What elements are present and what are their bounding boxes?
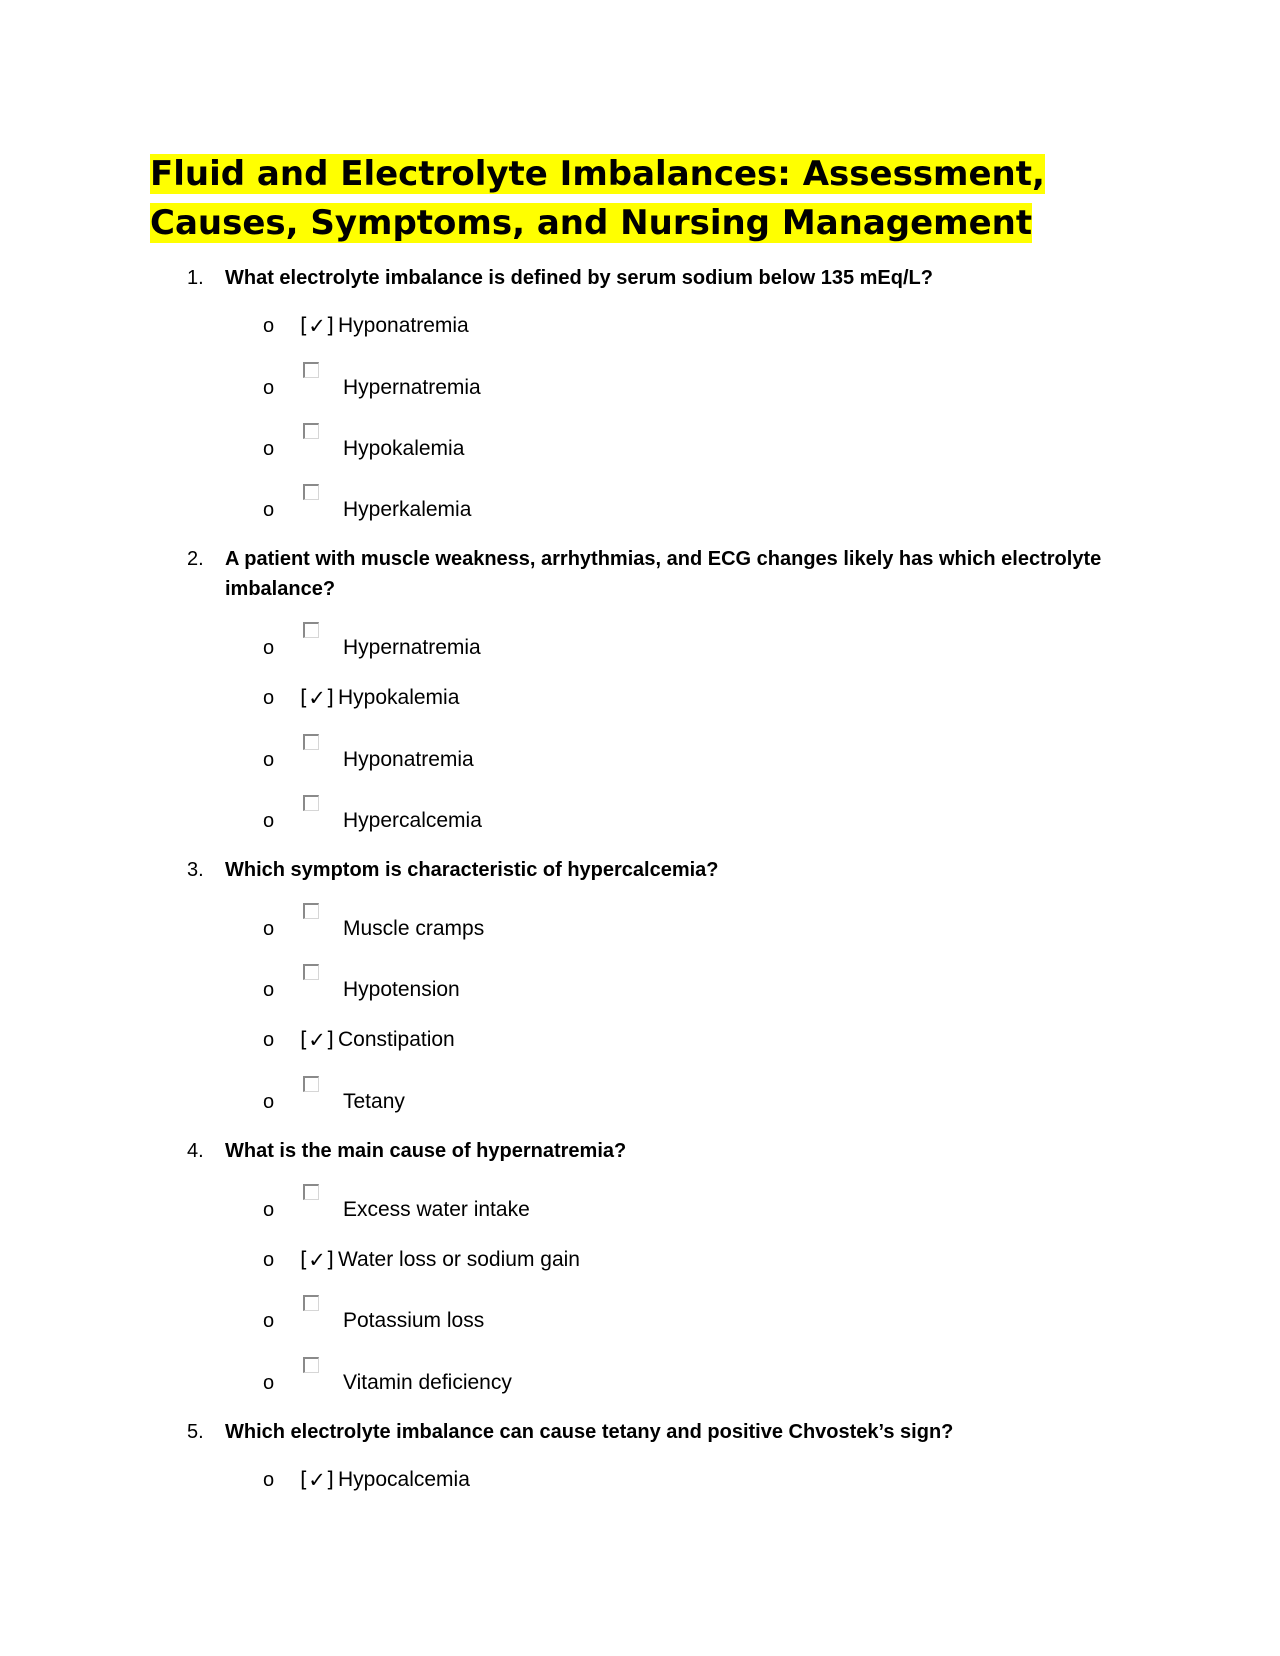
- checkbox-icon[interactable]: [303, 1295, 319, 1311]
- checkbox-icon[interactable]: [303, 362, 319, 378]
- question-text: What electrolyte imbalance is defined by serum sodium below 135 mEq/L?: [225, 267, 933, 289]
- bullet: o: [263, 499, 275, 521]
- checkbox-icon[interactable]: [303, 903, 319, 919]
- option-label: Vitamin deficiency: [343, 1371, 512, 1394]
- question-text: A patient with muscle weakness, arrhythmias, and ECG changes likely has which electrolyte imbalance?: [225, 548, 1102, 600]
- option-label: Potassium loss: [343, 1309, 485, 1332]
- option-q3-d[interactable]: [0, 1076, 1280, 1116]
- bullet: o: [263, 637, 275, 659]
- bullet: o: [263, 918, 275, 940]
- bullet: o: [263, 1199, 275, 1221]
- option-q4-a[interactable]: [0, 1184, 1280, 1224]
- option-label: Constipation: [338, 1028, 455, 1051]
- option-label: Hyperkalemia: [343, 498, 472, 521]
- option-label: Hypernatremia: [343, 376, 481, 399]
- bullet: o: [263, 1249, 275, 1271]
- bullet: o: [263, 1372, 275, 1394]
- option-label: Hypokalemia: [338, 686, 460, 709]
- option-q1-b[interactable]: [0, 362, 1280, 402]
- option-q2-b[interactable]: [0, 684, 1280, 724]
- option-q4-c[interactable]: [0, 1295, 1280, 1335]
- option-label: Hypocalcemia: [338, 1468, 470, 1491]
- question-number: 5.: [187, 1421, 204, 1443]
- option-q3-c[interactable]: [0, 1026, 1280, 1066]
- check-mark-icon: [✓]: [300, 686, 334, 710]
- bullet: o: [263, 979, 275, 1001]
- option-q5-a[interactable]: [0, 1466, 1280, 1506]
- option-q1-d[interactable]: [0, 484, 1280, 524]
- bullet: o: [263, 315, 275, 337]
- checkbox-icon[interactable]: [303, 795, 319, 811]
- bullet: o: [263, 1091, 275, 1113]
- option-label: Hyponatremia: [338, 314, 469, 337]
- question-number: 4.: [187, 1140, 204, 1162]
- option-q2-c[interactable]: [0, 734, 1280, 774]
- document-title: [150, 150, 1110, 248]
- question-text: Which symptom is characteristic of hypercalcemia?: [225, 859, 719, 881]
- question-text: What is the main cause of hypernatremia?: [225, 1140, 627, 1162]
- checkbox-icon[interactable]: [303, 622, 319, 638]
- bullet: o: [263, 687, 275, 709]
- option-q2-a[interactable]: [0, 622, 1280, 662]
- option-label: Tetany: [343, 1090, 405, 1113]
- bullet: o: [263, 749, 275, 771]
- question-text: Which electrolyte imbalance can cause tetany and positive Chvostek’s sign?: [225, 1421, 954, 1443]
- option-q4-d[interactable]: [0, 1357, 1280, 1397]
- option-label: Water loss or sodium gain: [338, 1248, 580, 1271]
- bullet: o: [263, 1029, 275, 1051]
- checkbox-icon[interactable]: [303, 484, 319, 500]
- title-highlight: Fluid and Electrolyte Imbalances: Assessment, Causes, Symptoms, and Nursing Management: [150, 154, 1045, 243]
- check-mark-icon: [✓]: [300, 1028, 334, 1052]
- bullet: o: [263, 438, 275, 460]
- bullet: o: [263, 377, 275, 399]
- question-number: 2.: [187, 548, 204, 570]
- check-mark-icon: [✓]: [300, 1468, 334, 1492]
- check-mark-icon: [✓]: [300, 1248, 334, 1272]
- checkbox-icon[interactable]: [303, 964, 319, 980]
- check-mark-icon: [✓]: [300, 314, 334, 338]
- option-label: Muscle cramps: [343, 917, 485, 940]
- option-label: Hyponatremia: [343, 748, 474, 771]
- option-q1-c[interactable]: [0, 423, 1280, 463]
- option-q3-a[interactable]: [0, 903, 1280, 943]
- option-label: Hypokalemia: [343, 437, 465, 460]
- option-q3-b[interactable]: [0, 964, 1280, 1004]
- option-q4-b[interactable]: [0, 1246, 1280, 1286]
- checkbox-icon[interactable]: [303, 423, 319, 439]
- checkbox-icon[interactable]: [303, 734, 319, 750]
- question-number: 3.: [187, 859, 204, 881]
- option-label: Hypernatremia: [343, 636, 481, 659]
- option-q2-d[interactable]: [0, 795, 1280, 835]
- option-label: Hypercalcemia: [343, 809, 482, 832]
- checkbox-icon[interactable]: [303, 1076, 319, 1092]
- bullet: o: [263, 810, 275, 832]
- question-number: 1.: [187, 267, 204, 289]
- bullet: o: [263, 1310, 275, 1332]
- checkbox-icon[interactable]: [303, 1357, 319, 1373]
- option-label: Excess water intake: [343, 1198, 530, 1221]
- bullet: o: [263, 1469, 275, 1491]
- option-label: Hypotension: [343, 978, 460, 1001]
- option-q1-a[interactable]: [0, 312, 1280, 352]
- checkbox-icon[interactable]: [303, 1184, 319, 1200]
